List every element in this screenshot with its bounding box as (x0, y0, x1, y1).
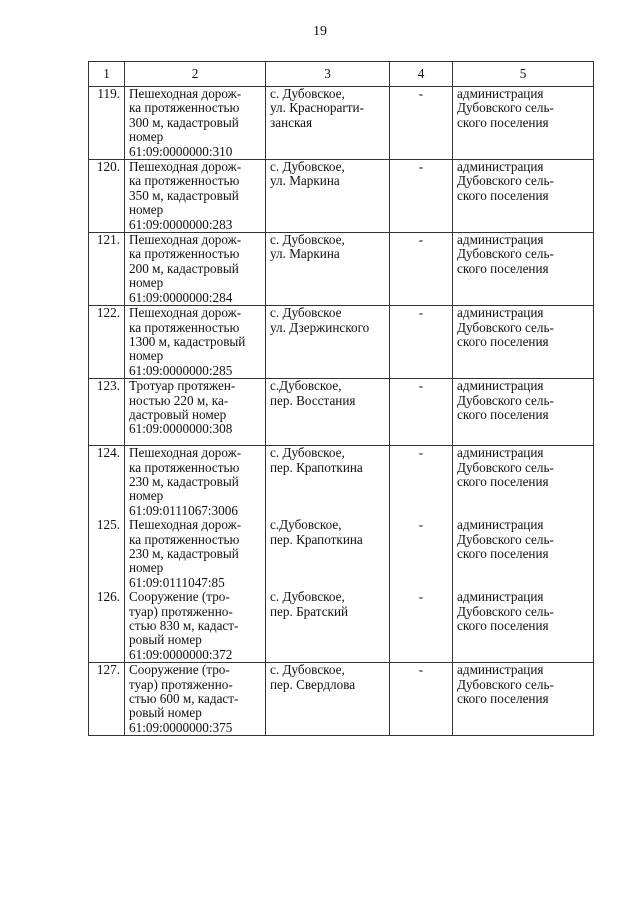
row-number: 119. (89, 87, 125, 160)
object-name: Сооружение (тро- туар) протяженно- стью 600 м, кадаст- ровый номер 61:09:0000000:375 (125, 663, 266, 736)
owner: администрация Дубовского сель- ского поселения (453, 87, 594, 160)
object-address: с. Дубовское, пер. Братский (266, 590, 390, 663)
object-address: с. Дубовское, пер. Свердлова (266, 663, 390, 736)
header-row (89, 62, 594, 87)
owner: администрация Дубовского сель- ского поселения (453, 233, 594, 306)
col4-value: - (390, 306, 453, 379)
object-address: с. Дубовское, пер. Крапоткина (266, 446, 390, 519)
object-address: с. Дубовское ул. Дзержинского (266, 306, 390, 379)
page-number: 19 (313, 24, 327, 39)
object-name: Пешеходная дорож- ка протяженностью 1300 м, кадастровый номер 61:09:0000000:285 (125, 306, 266, 379)
header-col-1: 1 (89, 62, 125, 87)
col4-value: - (390, 87, 453, 160)
object-name: Пешеходная дорож- ка протяженностью 200 м, кадастровый номер 61:09:0000000:284 (125, 233, 266, 306)
object-name: Пешеходная дорож- ка протяженностью 350 м, кадастровый номер 61:09:0000000:283 (125, 160, 266, 233)
owner: администрация Дубовского сель- ского поселения (453, 446, 594, 519)
object-name: Пешеходная дорож- ка протяженностью 230 м, кадастровый номер 61:09:0111047:85 (125, 518, 266, 590)
table-row (89, 446, 594, 519)
table-row (89, 233, 594, 306)
header-col-4: 4 (390, 62, 453, 87)
header-col-2: 2 (125, 62, 266, 87)
col4-value: - (390, 233, 453, 306)
object-name: Пешеходная дорож- ка протяженностью 230 м, кадастровый номер 61:09:0111067:3006 (125, 446, 266, 519)
header-col-5: 5 (453, 62, 594, 87)
row-number: 127. (89, 663, 125, 736)
table-row (89, 87, 594, 160)
row-number: 123. (89, 379, 125, 446)
col4-value: - (390, 379, 453, 446)
col4-value: - (390, 446, 453, 519)
object-name: Сооружение (тро- туар) протяженно- стью 830 м, кадаст- ровый номер 61:09:0000000:372 (125, 590, 266, 663)
table-row (89, 663, 594, 736)
object-name: Пешеходная дорож- ка протяженностью 300 м, кадастровый номер 61:09:0000000:310 (125, 87, 266, 160)
table-row (89, 590, 594, 663)
object-address: с.Дубовское, пер. Восстания (266, 379, 390, 446)
row-number: 125. (89, 518, 125, 590)
object-address: с.Дубовское, пер. Крапоткина (266, 518, 390, 590)
header-col-3: 3 (266, 62, 390, 87)
row-number: 124. (89, 446, 125, 519)
object-address: с. Дубовское, ул. Маркина (266, 160, 390, 233)
object-name: Тротуар протяжен- ностью 220 м, ка- дастровый номер 61:09:0000000:308 (125, 379, 266, 446)
table-row (89, 306, 594, 379)
table-row (89, 518, 594, 590)
table-row (89, 379, 594, 446)
col4-value: - (390, 590, 453, 663)
owner: администрация Дубовского сель- ского поселения (453, 306, 594, 379)
col4-value: - (390, 663, 453, 736)
owner: администрация Дубовского сель- ского поселения (453, 160, 594, 233)
owner: администрация Дубовского сель- ского поселения (453, 663, 594, 736)
owner: администрация Дубовского сель- ского поселения (453, 590, 594, 663)
row-number: 122. (89, 306, 125, 379)
owner: администрация Дубовского сель- ского поселения (453, 518, 594, 590)
table-row (89, 160, 594, 233)
row-number: 121. (89, 233, 125, 306)
object-address: с. Дубовское, ул. Маркина (266, 233, 390, 306)
object-address: с. Дубовское, ул. Краснoparти- занская (266, 87, 390, 160)
col4-value: - (390, 518, 453, 590)
row-number: 120. (89, 160, 125, 233)
col4-value: - (390, 160, 453, 233)
register-table (88, 61, 594, 736)
row-number: 126. (89, 590, 125, 663)
owner: администрация Дубовского сель- ского поселения (453, 379, 594, 446)
